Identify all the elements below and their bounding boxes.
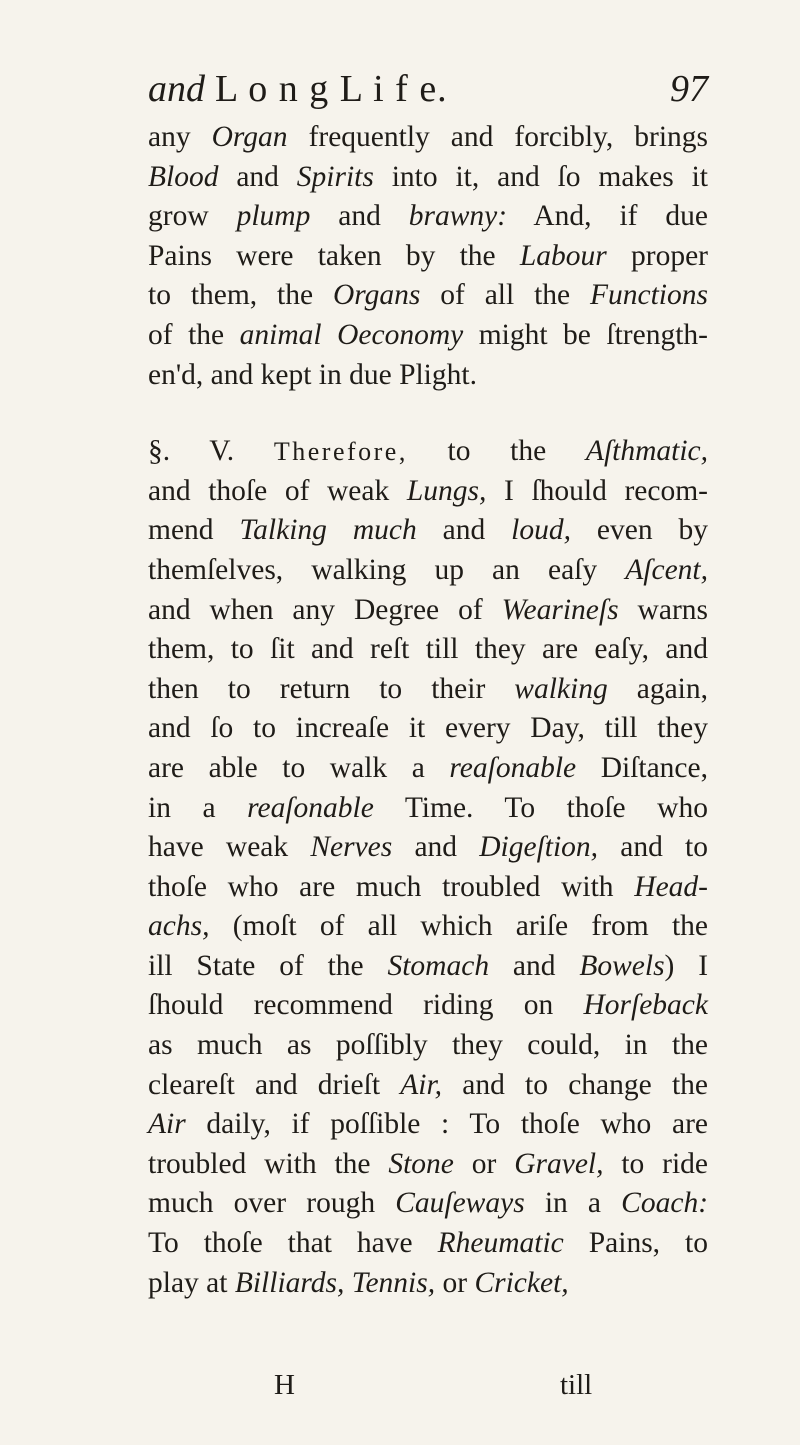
italic-run: Lungs,	[406, 474, 487, 507]
italic-run: Rheumatic	[437, 1227, 564, 1260]
italic-run: Wearineſs	[501, 593, 619, 626]
text-line	[148, 158, 708, 198]
text-run: into it, and ſo makes it	[373, 160, 708, 193]
text-run: daily, if poſſible : To thoſe who are	[185, 1108, 708, 1141]
text-run: mend	[148, 514, 240, 547]
text-run: of all the	[420, 279, 590, 312]
text-run: troubled with the	[148, 1147, 389, 1180]
italic-run: Organ	[211, 121, 288, 153]
text-run: thoſe who are much troubled with	[148, 870, 635, 903]
text-run: Time. To thoſe who	[373, 791, 708, 824]
text-line	[148, 118, 708, 158]
italic-run: walking	[514, 672, 608, 705]
text-run: even by	[570, 514, 709, 547]
italic-run: Stomach	[387, 949, 490, 982]
italic-run: Horſeback	[583, 989, 708, 1022]
text-line	[148, 709, 708, 749]
text-run: in a	[524, 1187, 622, 1220]
text-run: themſelves, walking up an eaſy	[148, 553, 626, 586]
italic-run: Cricket,	[474, 1266, 569, 1299]
text-run: ) I	[664, 949, 709, 982]
italic-run: Gravel,	[514, 1147, 604, 1180]
text-run: any	[148, 121, 212, 153]
italic-run: Labour	[519, 239, 607, 272]
text-line	[148, 1145, 708, 1185]
italic-run: Blood	[148, 160, 219, 193]
text-line	[148, 551, 708, 591]
text-run: proper	[606, 239, 708, 272]
small-caps-run: Therefore,	[273, 437, 408, 467]
paragraph-2	[148, 432, 708, 1303]
text-line	[148, 356, 708, 396]
italic-run: Bowels	[579, 949, 665, 982]
italic-run: Digeſtion,	[479, 831, 599, 864]
text-run: or	[435, 1266, 475, 1299]
text-run: warns	[618, 593, 708, 626]
text-line	[148, 1105, 708, 1145]
catchword: till	[560, 1369, 593, 1401]
italic-run: Aſthmatic,	[585, 435, 708, 468]
text-run: frequently and forcibly, brings	[287, 121, 708, 153]
text-line	[148, 591, 708, 631]
text-run: as much as poſſibly they could, in the	[148, 1029, 708, 1062]
text-line	[148, 276, 708, 316]
text-run: I ſhould recom-	[486, 474, 708, 507]
text-line	[148, 1224, 708, 1264]
text-line	[148, 1066, 708, 1106]
text-run: them, to ſit and reſt till they are eaſy, and	[148, 633, 708, 666]
text-run: and	[392, 831, 480, 864]
text-run: grow	[148, 200, 237, 233]
italic-run: loud,	[511, 514, 571, 547]
text-run: and	[310, 200, 409, 233]
text-run: to the	[407, 435, 586, 468]
text-run: (moſt of all which ariſe from the	[209, 910, 708, 943]
italic-run: brawny:	[408, 200, 508, 233]
italic-run: Aſcent,	[625, 553, 708, 586]
text-line	[148, 947, 708, 987]
text-run: Pains were taken by the	[148, 239, 520, 272]
text-run: And, if due	[507, 200, 709, 233]
italic-run: Cauſeways	[395, 1187, 525, 1220]
text-line	[148, 1264, 708, 1304]
text-run: are able to walk a	[148, 751, 450, 784]
italic-run: Stone	[388, 1147, 454, 1180]
italic-run: Talking much	[239, 514, 417, 547]
text-run: then to return to their	[148, 672, 515, 705]
text-line	[148, 789, 708, 829]
page-number: 97	[670, 68, 708, 110]
text-run: Pains, to	[563, 1227, 709, 1260]
italic-run: plump	[236, 200, 311, 233]
text-run: to ride	[603, 1147, 708, 1180]
text-line	[148, 1026, 708, 1066]
italic-run: reaſonable	[449, 751, 577, 784]
text-run: and to	[598, 831, 708, 864]
text-line	[148, 1184, 708, 1224]
italic-run: Air	[148, 1108, 186, 1141]
italic-run: reaſonable	[247, 791, 374, 824]
text-line	[148, 511, 708, 551]
text-run: and ſo to increaſe it every Day, till they	[148, 712, 708, 745]
text-line	[148, 197, 708, 237]
text-run: play at	[148, 1266, 235, 1299]
signature-mark: H	[274, 1369, 295, 1401]
italic-run: animal Oeconomy	[239, 318, 464, 351]
text-run: and when any Degree of	[148, 593, 502, 626]
text-run: in a	[148, 791, 248, 824]
text-run: or	[453, 1147, 515, 1180]
text-run: §. V.	[148, 435, 274, 468]
italic-run: Tennis,	[351, 1266, 436, 1299]
text-run: might be ſtrength-	[463, 318, 708, 351]
text-line	[148, 630, 708, 670]
italic-run: Head-	[634, 870, 708, 903]
text-run	[344, 1267, 351, 1299]
italic-run: Air,	[400, 1068, 443, 1101]
italic-run: achs,	[148, 910, 210, 943]
header-title: L o n g L i f e.	[215, 68, 448, 110]
text-run: and	[416, 514, 512, 547]
text-line	[148, 868, 708, 908]
text-run: have weak	[148, 831, 311, 864]
text-run: To thoſe that have	[148, 1227, 438, 1260]
text-line	[148, 237, 708, 277]
text-run: to them, the	[148, 279, 333, 312]
text-run: much over rough	[148, 1187, 396, 1220]
body-text	[148, 118, 708, 1303]
italic-run: Functions	[589, 279, 708, 312]
text-run: again,	[607, 672, 708, 705]
paragraph-1	[148, 118, 708, 395]
text-run: and	[489, 949, 580, 982]
text-run: ſhould recommend riding on	[148, 989, 584, 1022]
text-line	[148, 432, 708, 472]
text-run: cleareſt and drieſt	[148, 1068, 401, 1101]
italic-run: Organs	[332, 279, 421, 312]
text-run: ill State of the	[148, 949, 388, 982]
italic-run: Billiards,	[234, 1266, 345, 1299]
text-line	[148, 749, 708, 789]
text-run: en'd, and kept in due Plight.	[148, 358, 477, 391]
text-line	[148, 986, 708, 1026]
text-line	[148, 907, 708, 947]
italic-run: Nerves	[310, 831, 393, 864]
text-run: and	[218, 160, 297, 193]
italic-run: Coach:	[621, 1187, 709, 1220]
text-line	[148, 828, 708, 868]
text-line	[148, 472, 708, 512]
text-run: Diſtance,	[576, 751, 708, 784]
text-run: and thoſe of weak	[148, 474, 407, 507]
italic-run: Spirits	[296, 160, 374, 193]
text-run: and to change the	[442, 1068, 708, 1101]
text-run: of the	[148, 318, 240, 351]
text-line	[148, 316, 708, 356]
running-header	[148, 64, 708, 114]
text-line	[148, 670, 708, 710]
header-and: and	[148, 68, 205, 110]
page-footer	[148, 1367, 708, 1403]
